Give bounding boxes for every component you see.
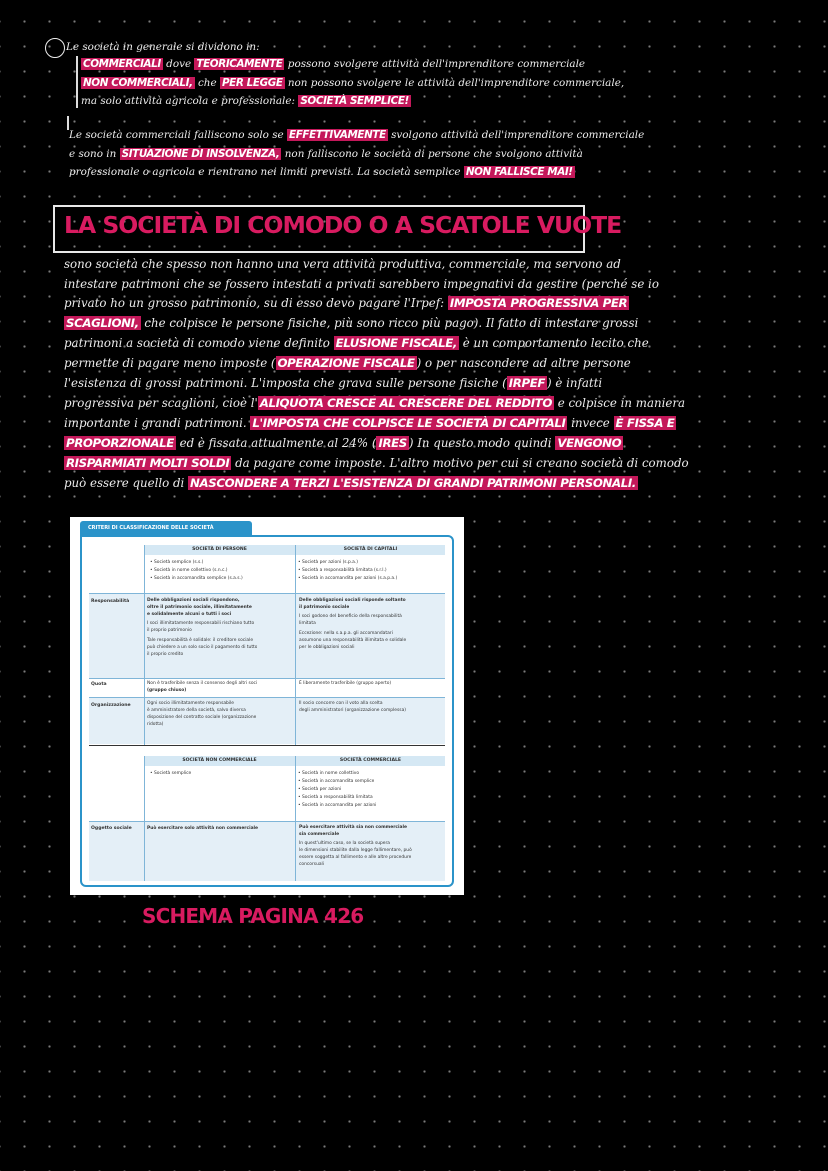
table-tab-title: CRITERI DI CLASSIFICAZIONE DELLE SOCIETÀ bbox=[80, 521, 252, 535]
persone-item-2: • Società in nome collettivo (s.n.c.) bbox=[150, 568, 228, 573]
band-organizzazione bbox=[89, 697, 445, 744]
para-line-9: importante i grandi patrimoni. L'IMPOSTA CHE COLPISCE LE SOCIETÀ DI CAPITALI invece È FISSA E bbox=[64, 416, 675, 430]
ogg-c-1: Può esercitare attività sia non commerciale bbox=[299, 825, 407, 830]
capitali-item-1: • Società per azioni (s.p.a.) bbox=[298, 560, 358, 565]
comm-item-5: • Società in accomandita per azioni bbox=[298, 803, 377, 808]
capitali-item-2: • Società a responsabilità limitata (s.r.l.) bbox=[298, 568, 387, 573]
ogg-c-5: essere soggetta al fallimento e alle altre procedure bbox=[299, 855, 412, 860]
resp-p-8: il proprio credito bbox=[147, 652, 184, 657]
resp-p-7: può chiedere a un solo socio il pagamento di tutto bbox=[147, 645, 258, 650]
comm-item-2: • Società in accomandita semplice bbox=[298, 779, 375, 784]
row-label-organizzazione: Organizzazione bbox=[91, 703, 131, 708]
resp-c-2: il patrimonio sociale bbox=[299, 605, 350, 610]
intro-line-5: Le società commerciali falliscono solo se EFFETTIVAMENTE svolgono attività dell'imprenditore commerciale bbox=[69, 129, 645, 141]
comm-item-4: • Società a responsabilità limitata bbox=[298, 795, 373, 800]
row-label-oggetto: Oggetto sociale bbox=[91, 826, 132, 831]
persone-item-1: • Società semplice (s.s.) bbox=[150, 560, 204, 565]
org-p-1: Ogni socio illimitatamente responsabile bbox=[147, 701, 234, 706]
ogg-c-3: In quest'ultimo caso, se la società supera bbox=[299, 841, 390, 846]
header-persone: SOCIETÀ DI PERSONE bbox=[144, 545, 295, 555]
para-line-4: SCAGLIONI, che colpisce le persone fisiche, più sono ricco più pago). Il fatto di intestare grossi bbox=[66, 316, 639, 330]
para-line-3: privato ho un grosso patrimonio, su di esso devo pagare l'Irpef: IMPOSTA PROGRESSIVA PER bbox=[64, 296, 628, 310]
intro-line-1: Le società in generale si dividono in: bbox=[66, 41, 260, 53]
resp-p-1: Delle obbligazioni sociali rispondono, bbox=[147, 598, 240, 603]
ogg-c-2: sia commerciale bbox=[299, 832, 340, 837]
bullet-circle-icon bbox=[45, 38, 65, 58]
quota-p: Non è trasferibile senza il consenso degli altri soci bbox=[147, 681, 258, 686]
resp-c-4: limitata bbox=[299, 621, 316, 626]
resp-p-6: Tale responsabilità è solidale: il creditore sociale bbox=[147, 638, 254, 643]
header-commerciale: SOCIETÀ COMMERCIALE bbox=[296, 756, 445, 766]
ogg-n: Può esercitare solo attività non commerciale bbox=[147, 826, 259, 831]
col-divider bbox=[144, 545, 145, 745]
para-line-8: progressiva per scaglioni, cioè l' ALIQUOTA CRESCE AL CRESCERE DEL REDDITO e colpisce in maniera bbox=[64, 396, 686, 410]
comm-item-3: • Società per azioni bbox=[298, 787, 342, 792]
row-divider bbox=[89, 821, 445, 822]
org-p-4: ridotta) bbox=[147, 722, 164, 727]
resp-c-1: Delle obbligazioni sociali risponde soltanto bbox=[299, 598, 406, 603]
ogg-c-6: concorsuali bbox=[299, 862, 324, 867]
classification-table bbox=[70, 517, 464, 895]
org-p-3: disposizione del contratto sociale (organizzazione bbox=[147, 715, 257, 720]
header-capitali: SOCIETÀ DI CAPITALI bbox=[296, 545, 445, 555]
org-p-2: è amministratore della società, salvo diversa bbox=[147, 708, 246, 713]
arrow-line bbox=[67, 116, 69, 130]
para-line-2: intestare patrimoni che se fossero intestati a privati sarebbero impegnativi da gestire (perché se io bbox=[64, 277, 659, 291]
para-line-12: può essere quello di NASCONDERE A TERZI L'ESISTENZA DI GRANDI PATRIMONI PERSONALI. bbox=[64, 476, 636, 490]
resp-p-2: oltre il patrimonio sociale, illimitatamente bbox=[147, 605, 252, 610]
para-line-11: RISPARMIATI MOLTI SOLDI da pagare come imposte. L'altro motivo per cui si creano società di comodo bbox=[66, 456, 689, 470]
header-non-commerciale: SOCIETÀ NON COMMERCIALE bbox=[144, 756, 295, 766]
section-title: LA SOCIETÀ DI COMODO O A SCATOLE VUOTE bbox=[64, 211, 622, 239]
col-divider bbox=[295, 756, 296, 881]
intro-line-3: NON COMMERCIALI, che PER LEGGE non possono svolgere le attività dell'imprenditore commerciale, bbox=[83, 77, 625, 89]
comm-item-1: • Società in nome collettivo bbox=[298, 771, 360, 776]
row-label-quota: Quota bbox=[91, 682, 107, 687]
intro-line-6: e sono in SITUAZIONE DI INSOLVENZA, non falliscono le società di persone che svolgono attività bbox=[69, 148, 583, 160]
resp-p-5: il proprio patrimonio bbox=[147, 628, 192, 633]
col-divider bbox=[144, 756, 145, 881]
row-label-responsabilita: Responsabilità bbox=[91, 599, 130, 604]
resp-c-7: per le obbligazioni sociali bbox=[299, 645, 355, 650]
para-line-5: patrimoni a società di comodo viene definito ELUSIONE FISCALE, è un comportamento lecito che bbox=[64, 336, 649, 350]
ogg-c-4: le dimensioni stabilite dalla legge fallimentare, può bbox=[299, 848, 412, 853]
schema-page-reference: SCHEMA PAGINA 426 bbox=[142, 904, 364, 928]
row-divider bbox=[89, 678, 445, 679]
row-divider bbox=[89, 593, 445, 594]
row-divider bbox=[89, 697, 445, 698]
section-divider bbox=[89, 745, 445, 746]
resp-c-3: I soci godono del beneficio della responsabilità bbox=[299, 614, 402, 619]
persone-item-3: • Società in accomandita semplice (s.a.s.) bbox=[150, 576, 243, 581]
resp-p-4: I soci illimitatamente responsabili rischiano tutto bbox=[147, 621, 255, 626]
para-line-1: sono società che spesso non hanno una vera attività produttiva, commerciale, ma servono ad bbox=[64, 257, 621, 271]
quota-p2: (gruppo chiuso) bbox=[147, 688, 187, 693]
intro-line-2: COMMERCIALI dove TEORICAMENTE possono svolgere attività dell'imprenditore commerciale bbox=[83, 58, 586, 70]
intro-line-4: ma solo attività agricola e professionale: SOCIETÀ SEMPLICE! bbox=[81, 95, 409, 107]
resp-p-3: e solidalmente alcuni o tutti i soci bbox=[147, 612, 232, 617]
intro-line-7: professionale o agricola e rientrano nei limiti previsti. La società semplice NON FALLISCE MAI! bbox=[69, 166, 573, 178]
para-line-7: l'esistenza di grossi patrimoni. L'imposta che grava sulle persone fisiche ( IRPEF ) è infatti bbox=[64, 376, 603, 390]
para-line-10: PROPORZIONALE ed è fissata attualmente al 24% ( IRES ) In questo modo quindi VENGONO bbox=[66, 436, 622, 450]
bracket-line bbox=[76, 56, 78, 108]
quota-c: È liberamente trasferibile (gruppo aperto) bbox=[299, 681, 392, 686]
org-c-1: Il socio concorre con il voto alla scelta bbox=[299, 701, 383, 706]
col-divider bbox=[295, 545, 296, 745]
resp-c-5: Eccezione: nella s.a.p.a. gli accomandatari bbox=[299, 631, 393, 636]
resp-c-6: assumono una responsabilità illimitata e solidale bbox=[299, 638, 407, 643]
noncomm-item-1: • Società semplice bbox=[150, 771, 192, 776]
para-line-6: permette di pagare meno imposte ( OPERAZIONE FISCALE ) o per nascondere ad altre persone bbox=[64, 356, 631, 370]
capitali-item-3: • Società in accomandita per azioni (s.a.p.a.) bbox=[298, 576, 398, 581]
org-c-2: degli amministratori (organizzazione complessa) bbox=[299, 708, 406, 713]
